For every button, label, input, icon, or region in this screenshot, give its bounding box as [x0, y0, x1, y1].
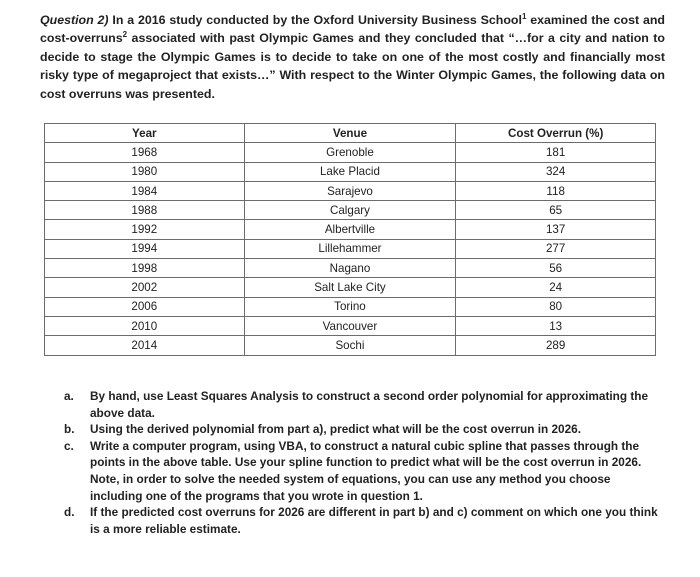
- table-row: [45, 181, 656, 200]
- cost-overrun-table: [44, 123, 656, 356]
- task-list: [64, 388, 660, 537]
- cell-cost-overrun: 277: [456, 239, 656, 258]
- table-row: [45, 259, 656, 278]
- task-text: Using the derived polynomial from part a), predict what will be the cost overrun in 2026.: [90, 422, 581, 437]
- cell-venue: Nagano: [244, 259, 456, 278]
- list-item: [64, 438, 660, 504]
- table-header-row: [45, 124, 656, 143]
- table-row: [45, 336, 656, 355]
- cell-cost-overrun: 324: [456, 162, 656, 181]
- cell-cost-overrun: 118: [456, 181, 656, 200]
- cell-venue: Lake Placid: [244, 162, 456, 181]
- question-intro: [40, 11, 665, 103]
- table-row: [45, 316, 656, 335]
- cell-venue: Grenoble: [244, 143, 456, 162]
- list-item: [64, 504, 660, 537]
- table-row: [45, 239, 656, 258]
- cell-venue: Albertville: [244, 220, 456, 239]
- list-item: [64, 388, 660, 421]
- cell-cost-overrun: 181: [456, 143, 656, 162]
- question-text-part2: examined the cost and cost-overruns: [40, 13, 666, 46]
- cell-year: 1998: [45, 259, 245, 278]
- cell-venue: Sarajevo: [244, 181, 456, 200]
- cell-venue: Torino: [244, 297, 456, 316]
- cell-year: 2006: [45, 297, 245, 316]
- cell-year: 1992: [45, 220, 245, 239]
- table-row: [45, 201, 656, 220]
- header-venue: Venue: [244, 124, 456, 143]
- cell-cost-overrun: 56: [456, 259, 656, 278]
- table-row: [45, 220, 656, 239]
- question-label: Question 2): [40, 13, 109, 27]
- task-marker: b.: [64, 422, 75, 437]
- cell-year: 1988: [45, 201, 245, 220]
- table-row: [45, 297, 656, 316]
- cell-cost-overrun: 80: [456, 297, 656, 316]
- footnote-marker-2: 2: [122, 30, 128, 40]
- cell-year: 1984: [45, 181, 245, 200]
- question-text-part3: associated with past Olympic Games and they concluded that “…for a city and nation to decide to stage the Olympic Games is to decide to take on one of the most costly and financially most risky type of megaproject that exists…” With respect to the Winter Olympic Games, the following data on cost overruns was presented.: [40, 31, 665, 101]
- cell-year: 2002: [45, 278, 245, 297]
- cell-venue: Sochi: [244, 336, 456, 355]
- task-text: If the predicted cost overruns for 2026 are different in part b) and c) comment on which one you think is a more reliable estimate.: [90, 505, 658, 536]
- cell-year: 2014: [45, 336, 245, 355]
- task-marker: d.: [64, 505, 75, 520]
- cell-cost-overrun: 13: [456, 316, 656, 335]
- cell-cost-overrun: 24: [456, 278, 656, 297]
- header-cost-overrun: Cost Overrun (%): [456, 124, 656, 143]
- task-marker: c.: [64, 438, 74, 453]
- cell-venue: Salt Lake City: [244, 278, 456, 297]
- cell-year: 1994: [45, 239, 245, 258]
- task-text: By hand, use Least Squares Analysis to construct a second order polynomial for approximating the above data.: [90, 389, 649, 420]
- table-row: [45, 143, 656, 162]
- cell-cost-overrun: 137: [456, 220, 656, 239]
- cell-year: 1968: [45, 143, 245, 162]
- footnote-marker-1: 1: [521, 11, 527, 21]
- table-row: [45, 278, 656, 297]
- cell-year: 1980: [45, 162, 245, 181]
- list-item: [64, 421, 660, 438]
- table-row: [45, 162, 656, 181]
- cell-venue: Calgary: [244, 201, 456, 220]
- cell-year: 2010: [45, 316, 245, 335]
- task-marker: a.: [64, 389, 74, 403]
- cell-venue: Lillehammer: [244, 239, 456, 258]
- cell-cost-overrun: 289: [456, 336, 656, 355]
- header-year: Year: [45, 124, 245, 143]
- cell-cost-overrun: 65: [456, 201, 656, 220]
- cell-venue: Vancouver: [244, 316, 456, 335]
- question-text-part1: In a 2016 study conducted by the Oxford University Business School: [108, 13, 522, 27]
- task-text: Write a computer program, using VBA, to construct a natural cubic spline that passes through the points in the above table. Use your spline function to predict what will be the cost overrun in 2026. Note, in order to solve the needed system of equations, you can use any method you choose including one of the programs that you wrote in question 1.: [90, 438, 642, 503]
